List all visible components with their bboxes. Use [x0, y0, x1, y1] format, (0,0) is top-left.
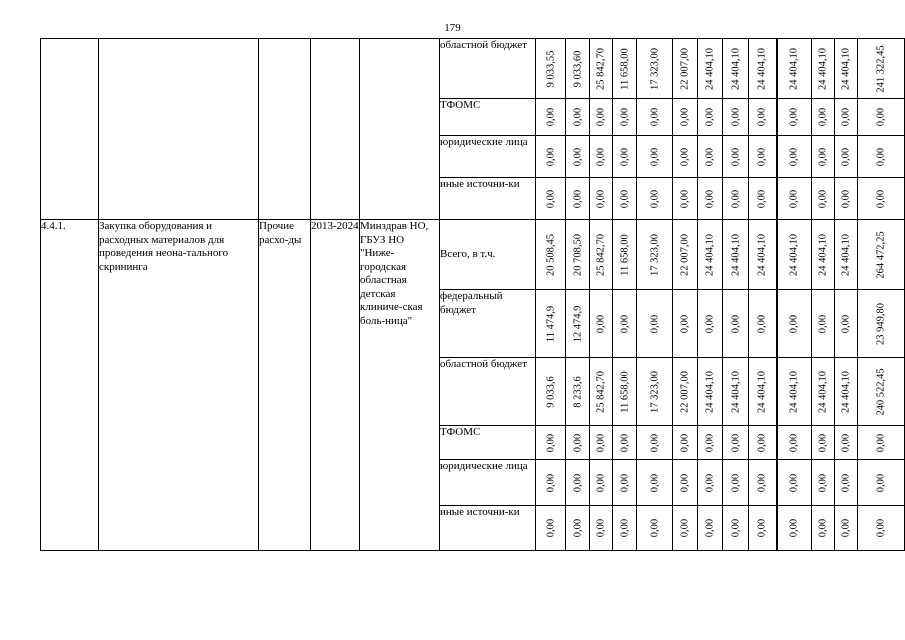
value-cell: 0,00 [777, 99, 812, 136]
value-cell: 24 404,10 [777, 358, 812, 426]
value-cell: 8 233,6 [566, 358, 590, 426]
value-cell: 0,00 [613, 460, 637, 506]
value-cell: 0,00 [723, 99, 749, 136]
table-row [41, 39, 905, 99]
value-cell: 0,00 [812, 506, 835, 551]
value-cell: 24 404,10 [698, 39, 723, 99]
value-cell: 0,00 [590, 136, 613, 178]
total-cell: 0,00 [858, 178, 905, 220]
value-cell: 0,00 [777, 290, 812, 358]
value-cell: 0,00 [590, 506, 613, 551]
value-cell: 0,00 [590, 290, 613, 358]
source-cell: ТФОМС [440, 426, 536, 460]
value-cell: 0,00 [590, 99, 613, 136]
value-cell: 0,00 [723, 178, 749, 220]
value-cell: 0,00 [812, 136, 835, 178]
value-cell: 24 404,10 [812, 39, 835, 99]
value-cell: 0,00 [613, 290, 637, 358]
value-cell: 0,00 [749, 99, 777, 136]
value-cell: 0,00 [566, 426, 590, 460]
value-cell: 0,00 [749, 506, 777, 551]
value-cell: 0,00 [723, 136, 749, 178]
value-cell: 24 404,10 [835, 220, 858, 290]
value-cell: 0,00 [637, 426, 673, 460]
value-cell: 0,00 [590, 178, 613, 220]
source-cell: иные источни-ки [440, 178, 536, 220]
value-cell: 0,00 [723, 506, 749, 551]
value-cell: 11 658,00 [613, 358, 637, 426]
value-cell: 0,00 [536, 460, 566, 506]
value-cell: 12 474,9 [566, 290, 590, 358]
value-cell: 25 842,70 [590, 220, 613, 290]
value-cell: 0,00 [749, 460, 777, 506]
continued-name-cell [99, 39, 259, 220]
value-cell: 0,00 [673, 460, 698, 506]
value-cell: 0,00 [835, 506, 858, 551]
value-cell: 0,00 [637, 506, 673, 551]
value-cell: 0,00 [536, 506, 566, 551]
value-cell: 0,00 [613, 178, 637, 220]
value-cell: 0,00 [566, 506, 590, 551]
value-cell: 0,00 [749, 136, 777, 178]
value-cell: 0,00 [698, 99, 723, 136]
value-cell: 0,00 [637, 460, 673, 506]
value-cell: 0,00 [777, 136, 812, 178]
value-cell: 20 508,45 [536, 220, 566, 290]
value-cell: 24 404,10 [698, 220, 723, 290]
value-cell: 0,00 [637, 290, 673, 358]
value-cell: 0,00 [566, 136, 590, 178]
value-cell: 0,00 [673, 178, 698, 220]
value-cell: 0,00 [637, 136, 673, 178]
value-cell: 0,00 [673, 136, 698, 178]
value-cell: 0,00 [536, 99, 566, 136]
total-cell: 0,00 [858, 506, 905, 551]
value-cell: 0,00 [723, 426, 749, 460]
value-cell: 0,00 [637, 178, 673, 220]
funding-table [40, 38, 905, 551]
value-cell: 0,00 [613, 136, 637, 178]
value-cell: 0,00 [698, 178, 723, 220]
value-cell: 0,00 [590, 460, 613, 506]
value-cell: 0,00 [835, 460, 858, 506]
value-cell: 22 007,00 [673, 220, 698, 290]
total-cell: 0,00 [858, 136, 905, 178]
value-cell: 0,00 [637, 99, 673, 136]
value-cell: 24 404,10 [698, 358, 723, 426]
total-cell: 240 522,45 [858, 358, 905, 426]
value-cell: 0,00 [749, 426, 777, 460]
value-cell: 0,00 [777, 506, 812, 551]
value-cell: 0,00 [673, 426, 698, 460]
value-cell: 0,00 [613, 426, 637, 460]
value-cell: 11 658,00 [613, 220, 637, 290]
value-cell: 24 404,10 [723, 358, 749, 426]
value-cell: 0,00 [723, 290, 749, 358]
total-cell: 241 322,45 [858, 39, 905, 99]
value-cell: 0,00 [698, 136, 723, 178]
value-cell: 0,00 [777, 460, 812, 506]
value-cell: 0,00 [812, 426, 835, 460]
item-name-cell: Закупка оборудования и расходных материалов для проведения неона-тального скрининга [99, 220, 259, 551]
value-cell: 0,00 [613, 99, 637, 136]
value-cell: 24 404,10 [749, 39, 777, 99]
continued-number-cell [41, 39, 99, 220]
value-cell: 0,00 [835, 178, 858, 220]
source-cell: иные источни-ки [440, 506, 536, 551]
value-cell: 0,00 [835, 426, 858, 460]
value-cell: 24 404,10 [812, 220, 835, 290]
value-cell: 22 007,00 [673, 39, 698, 99]
source-cell: ТФОМС [440, 99, 536, 136]
expense-type-cell: Прочие расхо-ды [259, 220, 311, 551]
value-cell: 0,00 [566, 99, 590, 136]
table-body [41, 39, 905, 551]
value-cell: 0,00 [777, 178, 812, 220]
value-cell: 0,00 [536, 426, 566, 460]
value-cell: 0,00 [812, 290, 835, 358]
source-cell: юридические лица [440, 136, 536, 178]
total-cell: 264 472,25 [858, 220, 905, 290]
value-cell: 0,00 [673, 290, 698, 358]
value-cell: 24 404,10 [777, 220, 812, 290]
value-cell: 0,00 [590, 426, 613, 460]
value-cell: 24 404,10 [777, 39, 812, 99]
value-cell: 0,00 [698, 426, 723, 460]
value-cell: 0,00 [673, 506, 698, 551]
value-cell: 0,00 [566, 178, 590, 220]
value-cell: 25 842,70 [590, 39, 613, 99]
value-cell: 0,00 [536, 178, 566, 220]
value-cell: 9 033,6 [536, 358, 566, 426]
executor-cell: Минздрав НО, ГБУЗ НО "Ниже-городская областная детская клиниче-ская боль-ница" [360, 220, 440, 551]
source-cell: федеральный бюджет [440, 290, 536, 358]
value-cell: 25 842,70 [590, 358, 613, 426]
value-cell: 24 404,10 [723, 39, 749, 99]
total-cell: 23 949,80 [858, 290, 905, 358]
continued-period-cell [311, 39, 360, 220]
value-cell: 0,00 [812, 178, 835, 220]
value-cell: 0,00 [835, 136, 858, 178]
value-cell: 0,00 [536, 136, 566, 178]
value-cell: 24 404,10 [835, 39, 858, 99]
value-cell: 17 323,00 [637, 358, 673, 426]
value-cell: 24 404,10 [723, 220, 749, 290]
value-cell: 0,00 [749, 178, 777, 220]
page-number: 179 [444, 22, 461, 34]
value-cell: 24 404,10 [749, 220, 777, 290]
value-cell: 11 658,00 [613, 39, 637, 99]
value-cell: 11 474,9 [536, 290, 566, 358]
source-cell: юридические лица [440, 460, 536, 506]
source-cell: областной бюджет [440, 39, 536, 99]
value-cell: 0,00 [613, 506, 637, 551]
value-cell: 24 404,10 [812, 358, 835, 426]
value-cell: 9 033,60 [566, 39, 590, 99]
value-cell: 0,00 [749, 290, 777, 358]
value-cell: 0,00 [812, 99, 835, 136]
value-cell: 22 007,00 [673, 358, 698, 426]
value-cell: 0,00 [673, 99, 698, 136]
value-cell: 0,00 [835, 99, 858, 136]
total-cell: 0,00 [858, 99, 905, 136]
source-cell: областной бюджет [440, 358, 536, 426]
value-cell: 24 404,10 [749, 358, 777, 426]
value-cell: 17 323,00 [637, 220, 673, 290]
value-cell: 0,00 [698, 460, 723, 506]
value-cell: 20 708,50 [566, 220, 590, 290]
total-cell: 0,00 [858, 426, 905, 460]
value-cell: 0,00 [835, 290, 858, 358]
value-cell: 0,00 [698, 290, 723, 358]
item-number-cell: 4.4.1. [41, 220, 99, 551]
table-row [41, 220, 905, 290]
value-cell: 0,00 [812, 460, 835, 506]
value-cell: 0,00 [698, 506, 723, 551]
value-cell: 0,00 [723, 460, 749, 506]
value-cell: 24 404,10 [835, 358, 858, 426]
continued-executor-cell [360, 39, 440, 220]
value-cell: 17 323,00 [637, 39, 673, 99]
source-cell: Всего, в т.ч. [440, 220, 536, 290]
value-cell: 0,00 [777, 426, 812, 460]
total-cell: 0,00 [858, 460, 905, 506]
value-cell: 0,00 [566, 460, 590, 506]
value-cell: 9 033,55 [536, 39, 566, 99]
period-cell: 2013-2024 [311, 220, 360, 551]
continued-expense-cell [259, 39, 311, 220]
